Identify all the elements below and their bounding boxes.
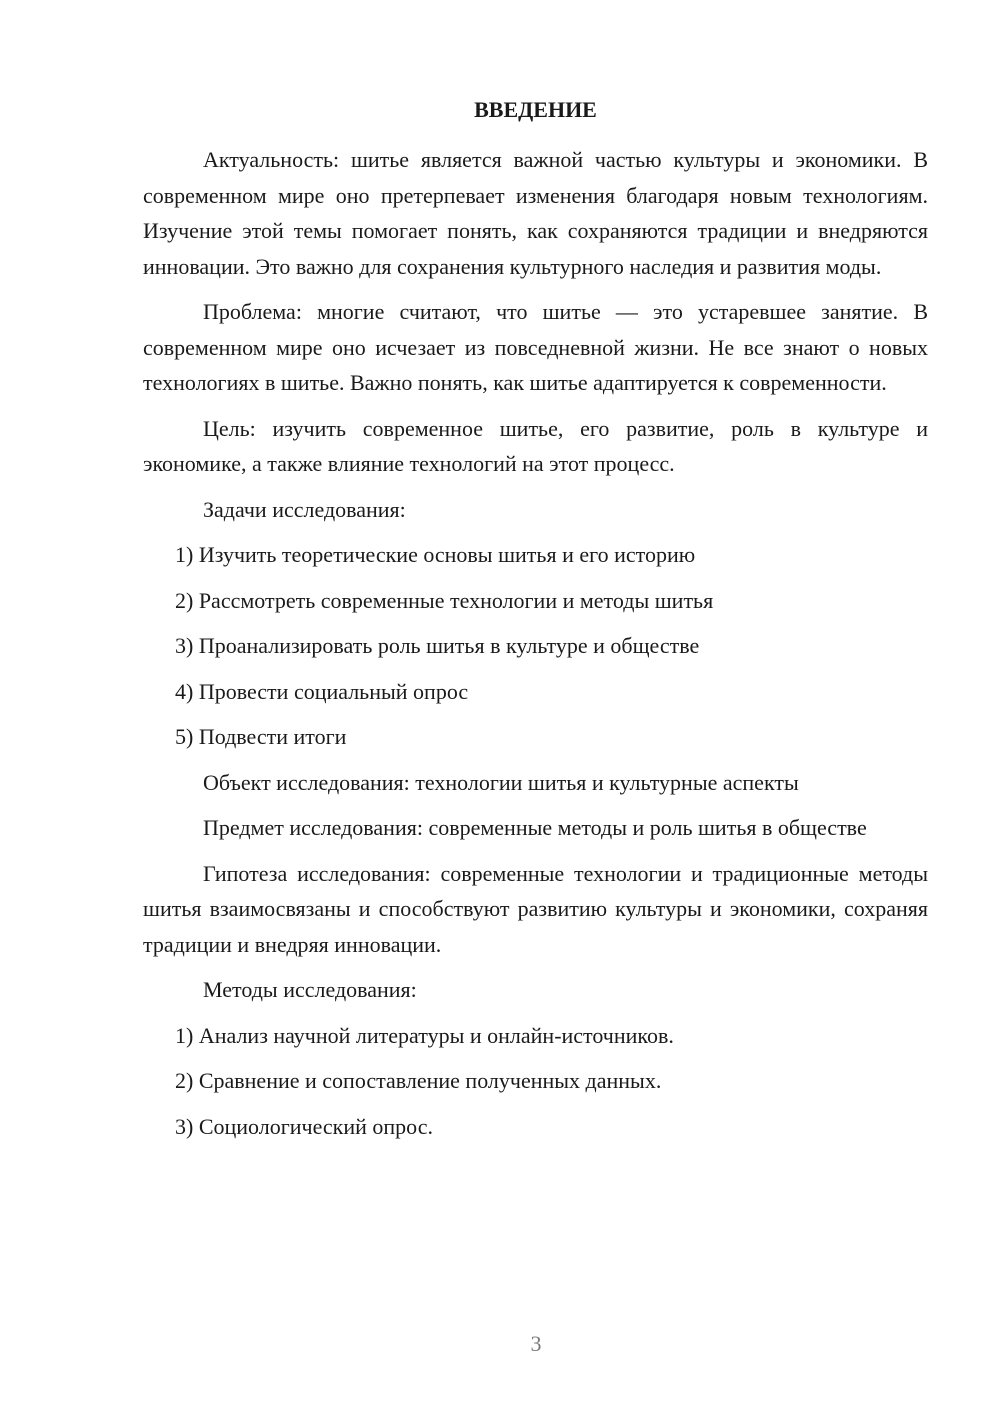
tasks-list <box>143 537 928 755</box>
page-content <box>143 94 928 1154</box>
page-number: 3 <box>530 1331 542 1356</box>
relevance-paragraph: Актуальность: шитье является важной частью культуры и экономики. В современном мире оно претерпевает изменения благодаря новым технологиям. Изучение этой темы помогает понять, как сохраняются традиции и внедряются инновации. Это важно для сохранения культурного наследия и развития моды. <box>143 147 928 279</box>
methods-list <box>143 1018 928 1145</box>
method-item: 3) Социологический опрос. <box>175 1113 433 1139</box>
task-item: 5) Подвести итоги <box>175 724 347 749</box>
page-title: ВВЕДЕНИЕ <box>474 97 597 122</box>
tasks-heading: Задачи исследования: <box>203 496 406 522</box>
task-item: 3) Проанализировать роль шитья в культуре и обществе <box>175 633 700 658</box>
task-item: 1) Изучить теоретические основы шитья и его историю <box>175 542 696 567</box>
goal-paragraph: Цель: изучить современное шитье, его развитие, роль в культуре и экономике, а также влияние технологий на этот процесс. <box>143 415 928 476</box>
task-item: 2) Рассмотреть современные технологии и методы шитья <box>175 587 714 613</box>
problem-paragraph: Проблема: многие считают, что шитье — это устаревшее занятие. В современном мире оно исчезает из повседневной жизни. Не все знают о новых технологиях в шитье. Важно понять, как шитье адаптируется к современности. <box>143 299 928 395</box>
method-item: 1) Анализ научной литературы и онлайн-источников. <box>175 1022 674 1048</box>
subject-paragraph: Предмет исследования: современные методы и роль шитья в обществе <box>203 815 867 840</box>
methods-heading: Методы исследования: <box>203 977 417 1002</box>
object-paragraph: Объект исследования: технологии шитья и культурные аспекты <box>203 769 799 795</box>
method-item: 2) Сравнение и сопоставление полученных данных. <box>175 1068 662 1093</box>
hypothesis-paragraph: Гипотеза исследования: современные технологии и традиционные методы шитья взаимосвязаны и способствуют развитию культуры и экономики, сохраняя традиции и внедряя инновации. <box>143 860 928 957</box>
task-item: 4) Провести социальный опрос <box>175 678 469 704</box>
